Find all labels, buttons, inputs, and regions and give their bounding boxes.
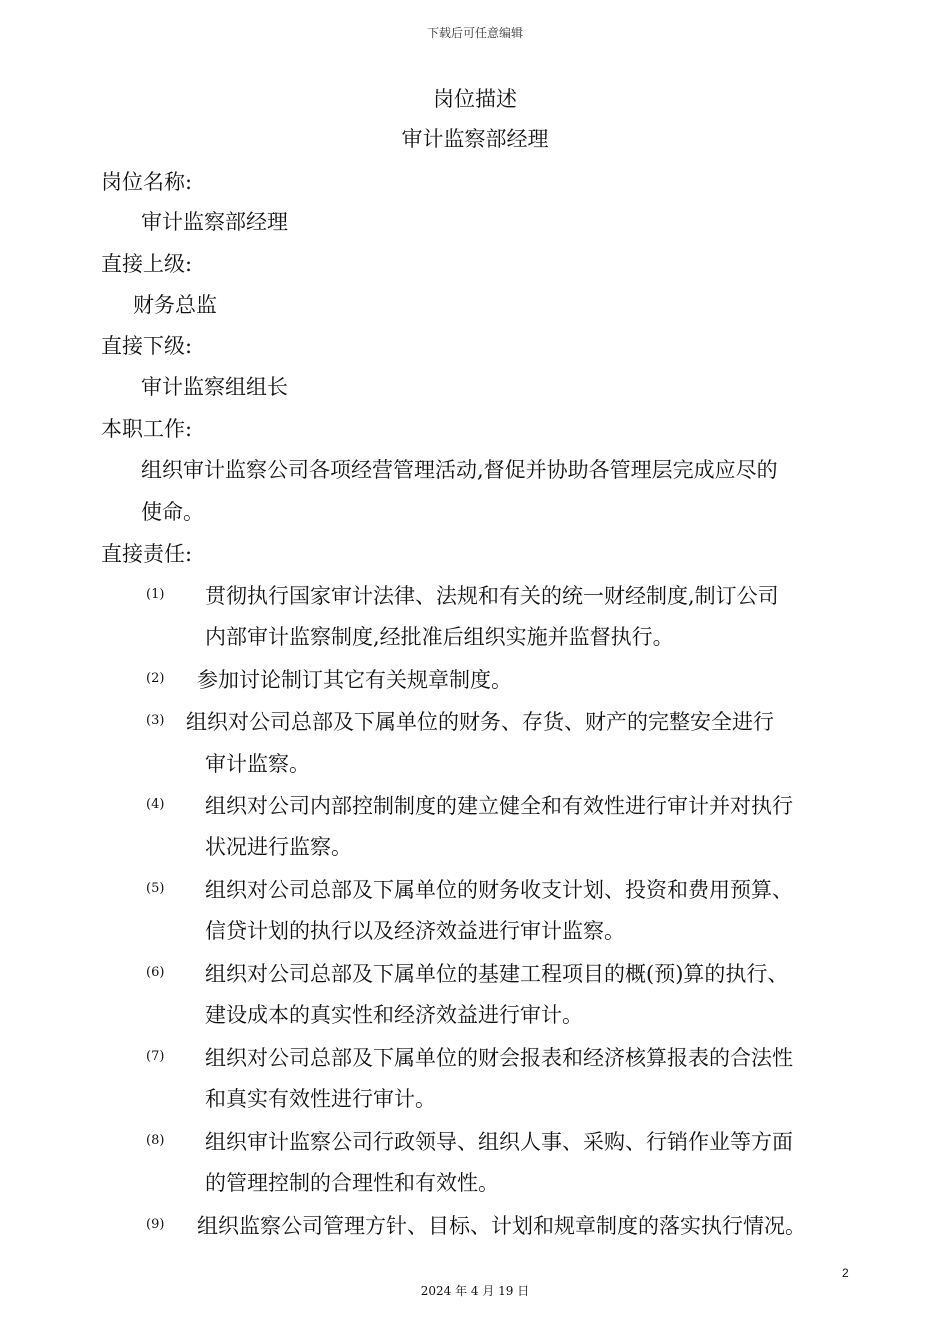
list-item-line: 组织对公司总部及下属单位的财务收支计划、投资和费用预算、 [205,878,793,902]
item-number: (1) [146,587,165,602]
list-item-line: 状况进行监察。 [205,835,352,859]
responsibilities-label: 直接责任: [101,542,193,566]
list-item-line: 组织审计监察公司行政领导、组织人事、采购、行销作业等方面 [205,1130,793,1154]
document-title: 岗位描述 [433,87,517,111]
item-number: (4) [146,797,165,812]
superior-label: 直接上级: [101,252,193,276]
list-item-line: 组织对公司总部及下属单位的基建工程项目的概(预)算的执行、 [205,962,789,986]
footer-date: 2024 年 4 月 19 日 [420,1284,530,1298]
list-item-line: 贯彻执行国家审计法律、法规和有关的统一财经制度,制订公司 [205,584,779,608]
page-number: 2 [842,1266,849,1280]
list-item-line: 的管理控制的合理性和有效性。 [205,1171,499,1195]
item-number: (3) [146,713,165,728]
list-item-line: 建设成本的真实性和经济效益进行审计。 [205,1003,583,1027]
item-number: (5) [146,881,165,896]
list-item-line: 组织对公司总部及下属单位的财会报表和经济核算报表的合法性 [205,1046,793,1070]
item-number: (2) [146,671,165,686]
item-number: (7) [146,1049,165,1064]
list-item-line: 参加讨论制订其它有关规章制度。 [197,668,512,692]
item-number: (6) [146,965,165,980]
list-item-line: 审计监察。 [205,752,310,776]
superior-value: 财务总监 [133,293,217,317]
item-number: (8) [146,1133,165,1148]
subordinate-label: 直接下级: [101,334,193,358]
subordinate-value: 审计监察组组长 [141,375,288,399]
duty-text-line2: 使命。 [141,500,204,524]
list-item-line: 信贷计划的执行以及经济效益进行审计监察。 [205,919,625,943]
position-name-label: 岗位名称: [101,170,193,194]
position-name-value: 审计监察部经理 [141,210,288,234]
list-item-line: 内部审计监察制度,经批准后组织实施并监督执行。 [205,625,674,649]
document-subtitle: 审计监察部经理 [401,127,549,151]
list-item-line: 组织对公司总部及下属单位的财务、存货、财产的完整安全进行 [186,710,774,734]
list-item-line: 组织监察公司管理方针、目标、计划和规章制度的落实执行情况。 [197,1214,806,1238]
item-number: (9) [146,1217,165,1232]
duty-text-line1: 组织审计监察公司各项经营管理活动,督促并协助各管理层完成应尽的 [141,458,778,482]
list-item-line: 组织对公司内部控制制度的建立健全和有效性进行审计并对执行 [205,794,793,818]
list-item-line: 和真实有效性进行审计。 [205,1087,436,1111]
duty-label: 本职工作: [101,417,193,441]
page-header-note: 下载后可任意编辑 [426,26,523,40]
